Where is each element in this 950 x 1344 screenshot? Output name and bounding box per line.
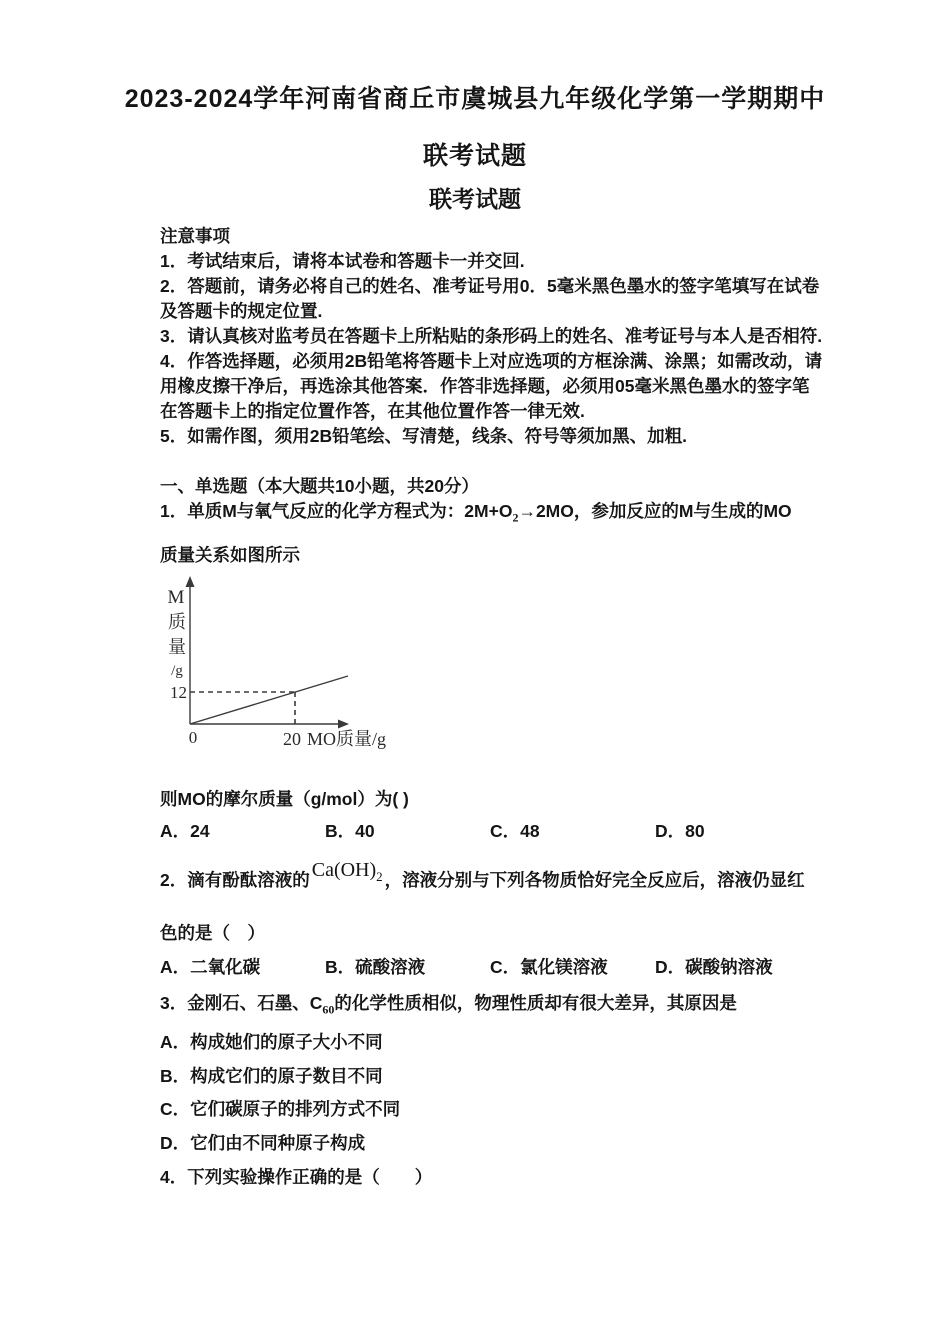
q1-options-row — [160, 819, 808, 844]
q3-text-post: 的化学性质相似，物理性质却有很大差异，其原因是 — [334, 992, 737, 1013]
q3-option-a: A．构成她们的原子大小不同 — [160, 1032, 383, 1052]
y-axis-label-unit: /g — [171, 662, 183, 679]
notice-line-5: 5．如需作图，须用2B铅笔绘、写清楚，线条、符号等须加黑、加粗. — [160, 426, 687, 446]
notice-line-1: 1．考试结束后，请将本试卷和答题卡一并交回. — [160, 251, 525, 271]
c60-subscript: 60 — [322, 1002, 335, 1016]
notice-line-4c: 在答题卡上的指定位置作答，在其他位置作答一律无效. — [160, 401, 585, 421]
q1-text-post: →2MO，参加反应的M与生成的MO — [518, 501, 792, 521]
q3-text — [160, 991, 808, 1023]
q3-option-d: D．它们由不同种原子构成 — [160, 1133, 366, 1153]
q2-option-d: D．碳酸钠溶液 — [655, 956, 773, 977]
page-title-line1: 2023-2024学年河南省商丘市虞城县九年级化学第一学期期中 — [124, 85, 826, 113]
origin-label-0: 0 — [188, 727, 198, 747]
notice-line-2: 2．答题前，请务必将自己的姓名、准考证号用0．5毫米黑色墨水的签字笔填写在试卷 — [160, 276, 820, 296]
q2-options-row — [160, 955, 808, 980]
q2-text-post: ，溶液分别与下列各物质恰好完全反应后，溶液仍显红 — [384, 869, 805, 890]
x-axis-label: MO质量/g — [307, 728, 387, 749]
question-3 — [160, 991, 808, 1157]
question-1 — [160, 499, 808, 844]
q1-text-line2: 质量关系如图所示 — [160, 544, 300, 565]
q3-option-b: B．构成它们的原子数目不同 — [160, 1066, 383, 1086]
q1-text-pre: 1．单质M与氧气反应的化学方程式为：2M+O — [160, 501, 513, 521]
y-axis-arrowhead — [186, 576, 195, 587]
q2-text-line2: 色的是（ ） — [160, 922, 265, 943]
document-body — [160, 224, 823, 1190]
question-2 — [160, 858, 808, 980]
question-4-text: 4．下列实验操作正确的是（ ） — [160, 1167, 433, 1187]
o2-subscript: 2 — [512, 510, 519, 525]
notice-heading: 注意事项 — [160, 226, 230, 246]
q2-text-pre: 2．滴有酚酞溶液的 — [160, 869, 310, 890]
notice-line-4: 4．作答选择题，必须用2B铅笔将答题卡上对应选项的方框涂满、涂黑；如需改动，请 — [160, 351, 823, 371]
y-axis-label-char-2: 质 — [168, 611, 186, 632]
q1-option-c: C．48 — [490, 820, 540, 841]
y-axis-label-char-3: 量 — [168, 636, 186, 657]
q3-text-pre: 3．金刚石、石墨、C — [160, 992, 323, 1013]
notice-section — [160, 224, 823, 449]
x-tick-label-20: 20 — [283, 728, 301, 749]
page-subtitle: 联考试题 — [429, 186, 521, 212]
notice-line-4b: 用橡皮擦干净后，再选涂其他答案．作答非选择题，必须用05毫米黑色墨水的签字笔 — [160, 376, 810, 396]
page-title-line2: 联考试题 — [422, 142, 527, 170]
q3-option-c: C．它们碳原子的排列方式不同 — [160, 1099, 401, 1119]
q1-option-d: D．80 — [655, 820, 705, 841]
q1-option-b: B．40 — [325, 820, 375, 841]
formula-ca-oh-main: Ca(OH) — [311, 858, 377, 881]
formula-ca-oh-subscript: 2 — [376, 868, 383, 884]
notice-line-2b: 及答题卡的规定位置. — [160, 301, 323, 321]
q2-option-b: B．硫酸溶液 — [325, 956, 426, 977]
x-axis-arrowhead — [338, 719, 349, 728]
q1-text-line1 — [160, 499, 808, 531]
q1-prompt: 则MO的摩尔质量（g/mol）为( ) — [160, 788, 409, 809]
y-axis-label-char-1: M — [167, 586, 185, 608]
q2-option-c: C．氯化镁溶液 — [490, 956, 608, 977]
formula-ca-oh-2 — [310, 858, 385, 884]
q2-text-line1 — [160, 858, 808, 899]
section-header-multiple-choice: 一、单选题（本大题共10小题，共20分） — [160, 476, 479, 496]
q1-mass-relation-chart — [160, 576, 400, 756]
q1-option-a: A．24 — [160, 820, 210, 841]
data-line — [190, 676, 348, 724]
y-tick-label-12: 12 — [170, 682, 187, 702]
q2-option-a: A．二氧化碳 — [160, 956, 261, 977]
q1-chart-area — [160, 576, 808, 756]
notice-line-3: 3．请认真核对监考员在答题卡上所粘贴的条形码上的姓名、准考证号与本人是否相符. — [160, 326, 823, 346]
